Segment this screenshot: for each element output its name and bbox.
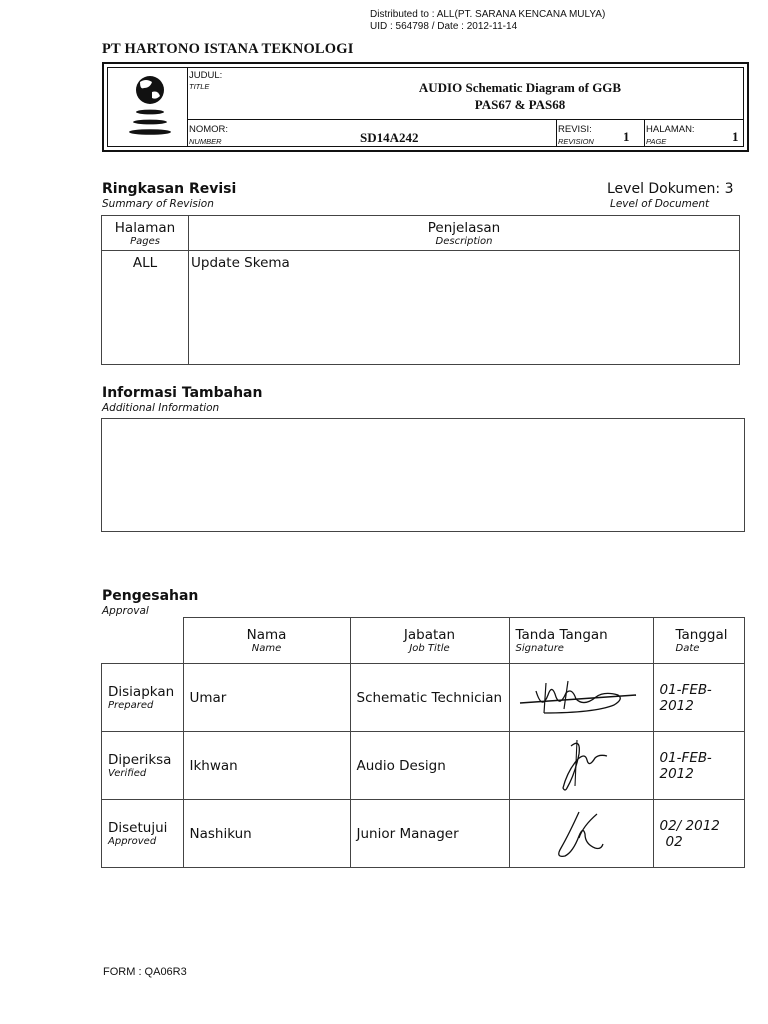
number-sub-label: NUMBER — [189, 137, 222, 146]
form-code: FORM : QA06R3 — [103, 966, 187, 978]
approval-title: Pengesahan — [102, 588, 199, 604]
table-row — [102, 664, 745, 732]
document-level: Level Dokumen: 3 — [607, 181, 734, 197]
name-cell: Umar — [183, 664, 350, 732]
revision-sub-label: REVISION — [558, 137, 594, 146]
name-header: Nama Name — [183, 618, 350, 664]
name-cell: Nashikun — [183, 800, 350, 868]
page-value: 1 — [732, 129, 739, 144]
table-row — [102, 800, 745, 868]
date-header: Tanggal Date — [653, 618, 745, 664]
empty-corner-cell — [102, 618, 184, 664]
description-header: Penjelasan Description — [189, 216, 740, 251]
judul-label: JUDUL: — [189, 70, 223, 81]
revision-description-cell: Update Skema — [189, 251, 740, 365]
date-cell: 01-FEB-2012 — [653, 664, 745, 732]
revision-summary-subtitle: Summary of Revision — [102, 198, 214, 210]
role-cell: Diperiksa Verified — [102, 732, 184, 800]
page-sub-label: PAGE — [646, 137, 667, 146]
company-logo-icon — [122, 72, 178, 142]
table-row — [102, 251, 740, 365]
revision-value: 1 — [623, 129, 630, 144]
date-top: 02/ 2012 — [659, 817, 720, 834]
title-line-2: PAS67 & PAS68 — [474, 97, 566, 112]
document-level-subtitle: Level of Document — [610, 198, 710, 210]
job-title-cell: Schematic Technician — [350, 664, 509, 732]
title-line-1: AUDIO Schematic Diagram of GGB — [418, 80, 622, 95]
signature-ikhwan-icon — [541, 736, 621, 796]
document-header — [102, 62, 749, 152]
distribution-stamp — [370, 9, 605, 33]
signature-cell — [509, 800, 653, 868]
company-name: PT HARTONO ISTANA TEKNOLOGI — [102, 41, 354, 57]
approval-table — [101, 617, 745, 868]
date-cell — [653, 800, 745, 868]
signature-cell — [509, 732, 653, 800]
approval-subtitle: Approval — [102, 605, 149, 617]
document-number: SD14A242 — [360, 130, 419, 145]
revision-pages-cell: ALL — [102, 251, 189, 365]
revision-summary-title: Ringkasan Revisi — [102, 181, 237, 197]
name-cell: Ikhwan — [183, 732, 350, 800]
additional-info-subtitle: Additional Information — [102, 402, 220, 414]
nomor-label: NOMOR: — [189, 124, 229, 135]
date-cell: 01-FEB-2012 — [653, 732, 745, 800]
additional-info-title: Informasi Tambahan — [102, 385, 263, 401]
signature-umar-icon — [516, 673, 646, 723]
halaman-label: HALAMAN: — [646, 124, 695, 135]
revisi-label: REVISI: — [558, 124, 592, 135]
title-sub-label: TITLE — [189, 82, 210, 91]
pages-header: Halaman Pages — [102, 216, 189, 251]
additional-info-box — [101, 418, 745, 532]
uid-line: UID : 564798 / Date : 2012-11-14 — [370, 21, 518, 32]
date-bottom: 02 — [665, 833, 683, 850]
role-cell: Disetujui Approved — [102, 800, 184, 868]
signature-header: Tanda Tangan Signature — [509, 618, 653, 664]
role-cell: Disiapkan Prepared — [102, 664, 184, 732]
table-row — [102, 732, 745, 800]
document-title — [290, 79, 750, 113]
job-title-header: Jabatan Job Title — [350, 618, 509, 664]
signature-nashikun-icon — [541, 804, 621, 864]
distribution-line: Distributed to : ALL(PT. SARANA KENCANA MULYA) — [370, 9, 606, 20]
revision-table — [101, 215, 740, 365]
signature-cell — [509, 664, 653, 732]
job-title-cell: Audio Design — [350, 732, 509, 800]
job-title-cell: Junior Manager — [350, 800, 509, 868]
